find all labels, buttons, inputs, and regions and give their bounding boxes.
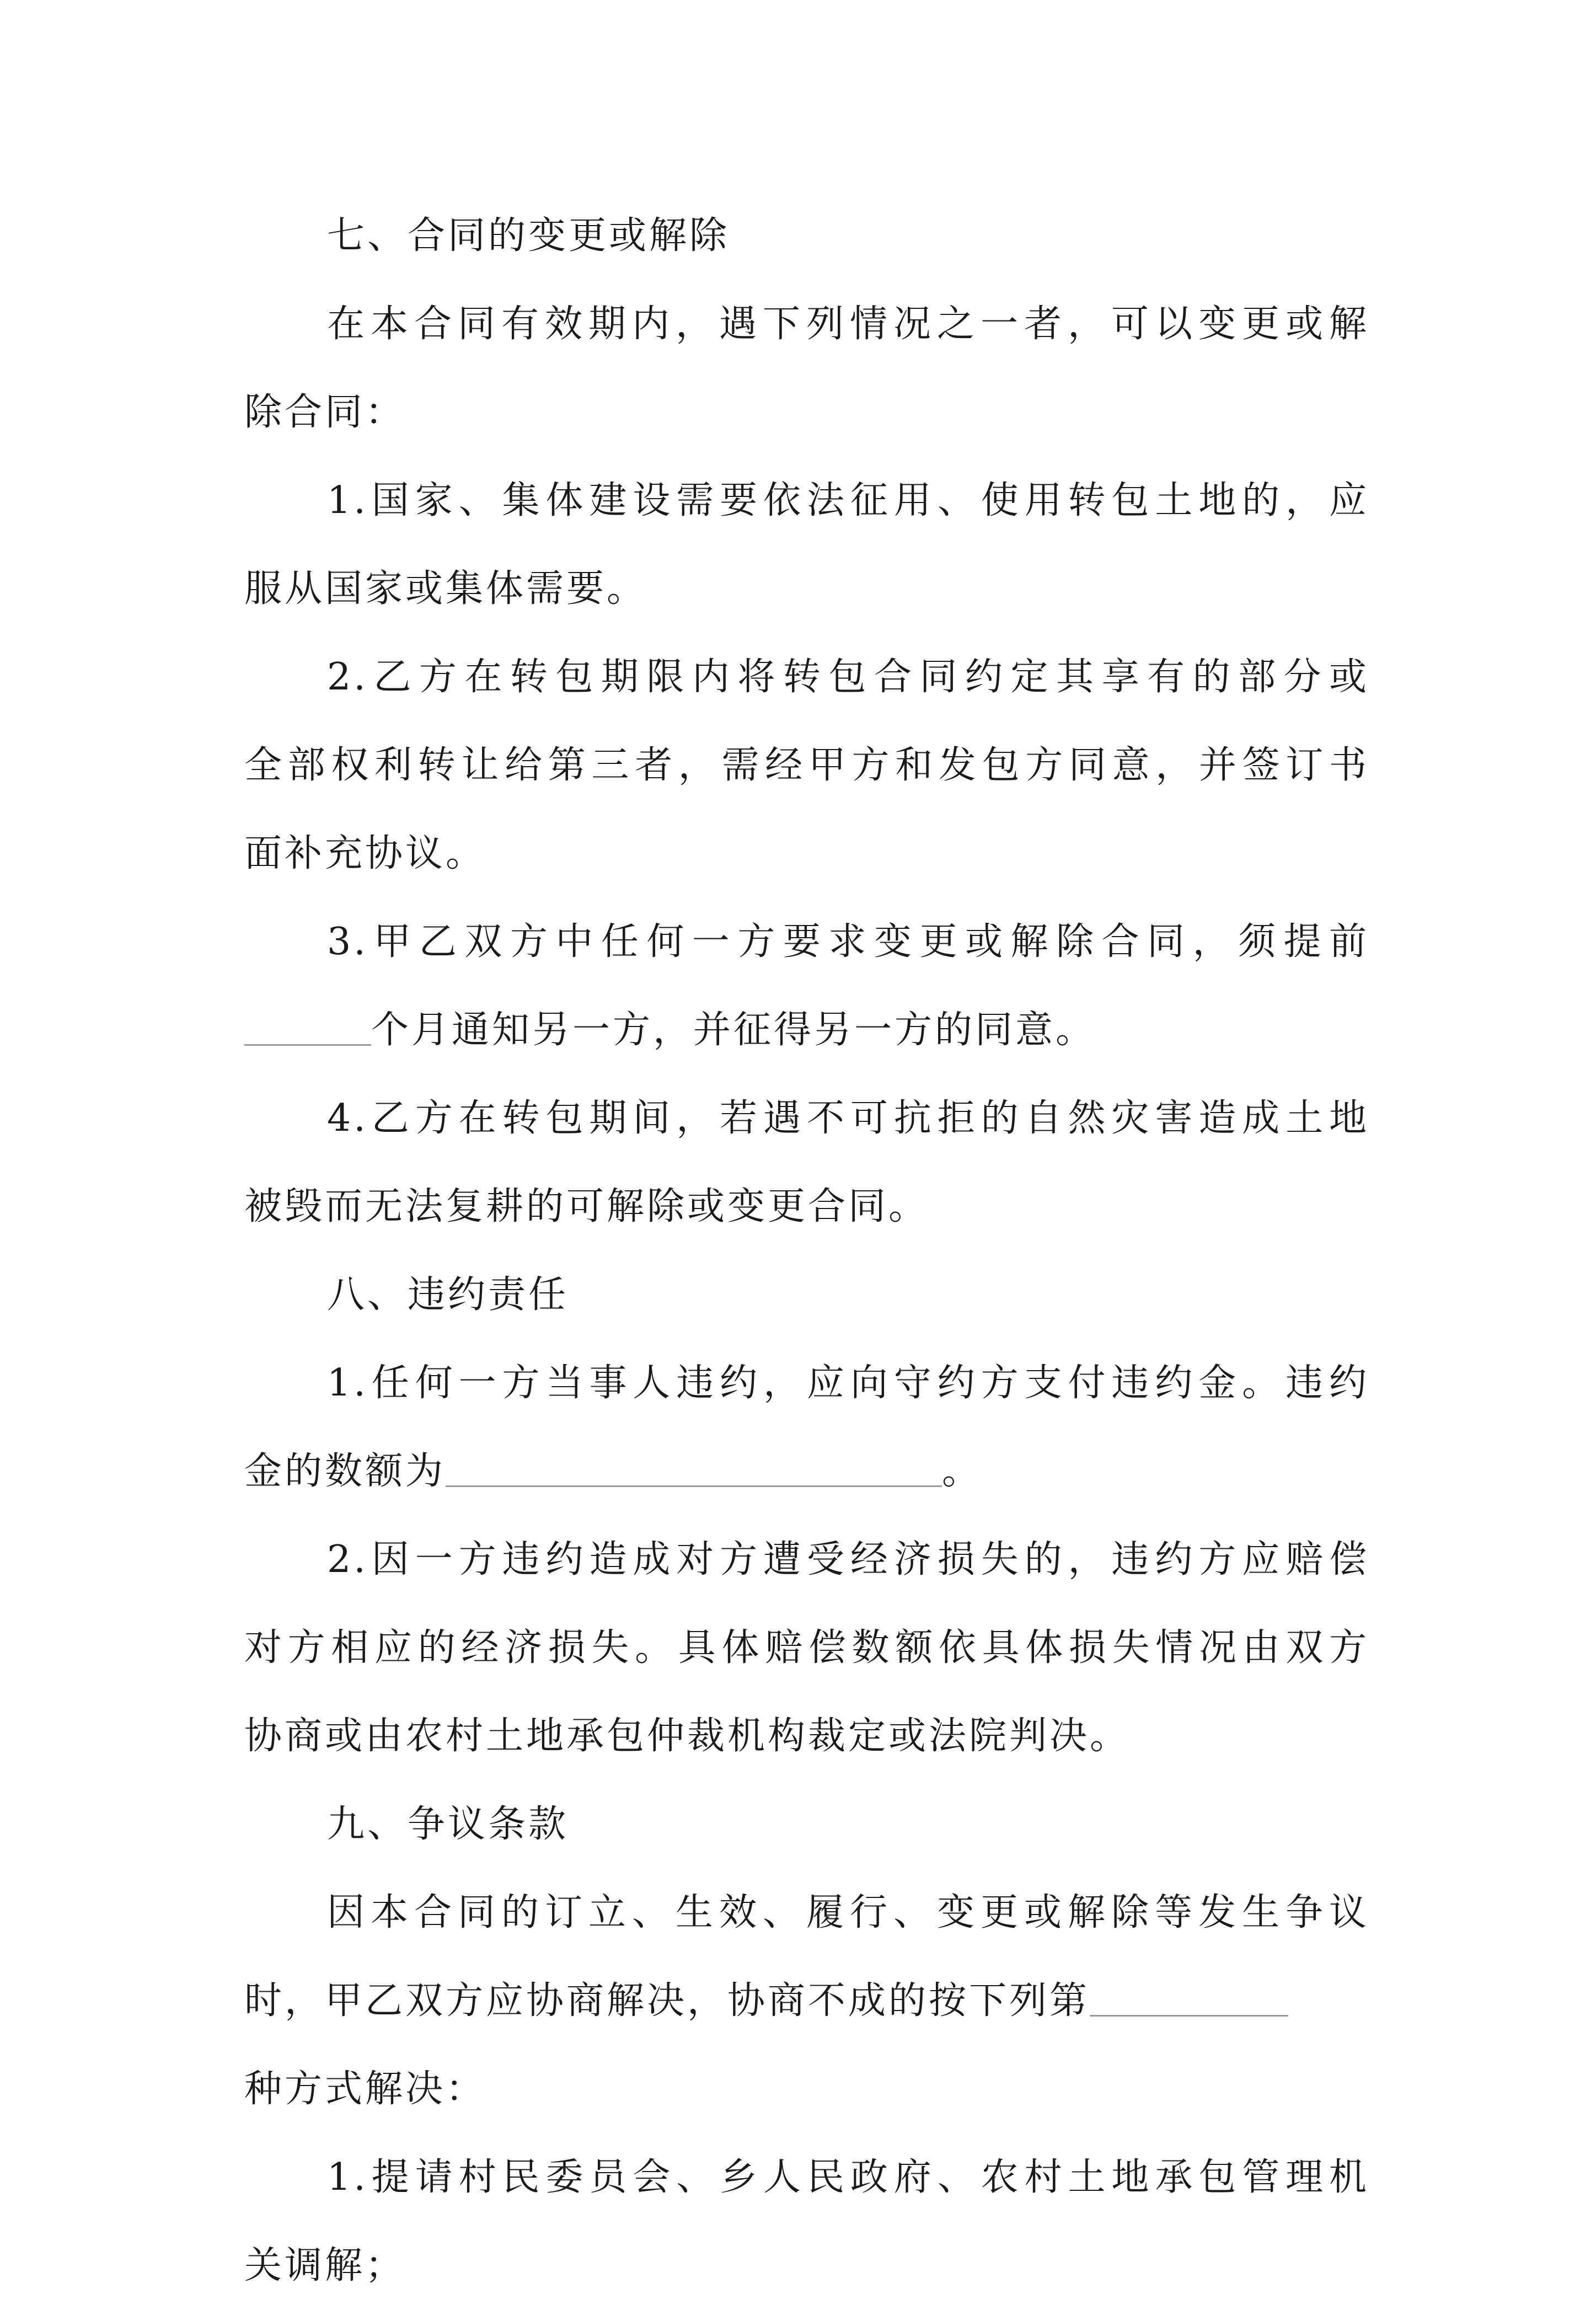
line-text-after-blank: 个月通知另一方，并征得另一方的同意。 (371, 1008, 1096, 1052)
text-line: 1.任何一方当事人违约，应向守约方支付违约金。违约 (327, 1361, 1369, 1405)
fill-in-blank (446, 1452, 942, 1487)
text-line: 3.甲乙双方中任何一方要求变更或解除合同，须提前 (327, 920, 1369, 964)
text-line: 种方式解决： (244, 2067, 486, 2111)
text-line: 关调解； (244, 2244, 406, 2287)
text-line (244, 1957, 1369, 2045)
text-line: 八、违约责任 (327, 1273, 569, 1317)
fill-in-blank (1090, 1982, 1288, 2017)
text-line: 因本合同的订立、生效、履行、变更或解除等发生争议 (327, 1891, 1369, 1934)
text-line: 在本合同有效期内，遇下列情况之一者，可以变更或解 (327, 302, 1369, 346)
line-text-after-blank: 。 (942, 1450, 983, 1493)
text-line: 协商或由农村土地承包仲裁机构裁定或法院判决。 (244, 1714, 1131, 1758)
text-line: 4.乙方在转包期间，若遇不可抗拒的自然灾害造成土地 (327, 1097, 1369, 1140)
document-body (244, 192, 1369, 2310)
text-line: 除合同： (244, 391, 406, 434)
text-line: 1.国家、集体建设需要依法征用、使用转包土地的，应 (327, 479, 1369, 522)
line-text-before-blank: 金的数额为 (244, 1450, 446, 1493)
text-line: 2.因一方违约造成对方遭受经济损失的，违约方应赔偿 (327, 1538, 1369, 1581)
text-line: 面补充协议。 (244, 832, 486, 875)
text-line (244, 986, 1369, 1074)
text-line: 对方相应的经济损失。具体赔偿数额依具体损失情况由双方 (244, 1626, 1369, 1670)
text-line: 七、合同的变更或解除 (327, 214, 730, 258)
text-line: 服从国家或集体需要。 (244, 567, 647, 611)
text-line: 1.提请村民委员会、乡人民政府、农村土地承包管理机 (327, 2156, 1369, 2199)
text-line: 九、争议条款 (327, 1803, 569, 1846)
text-line (244, 1427, 1369, 1516)
text-line: 2.乙方在转包期限内将转包合同约定其享有的部分或 (327, 655, 1369, 699)
fill-in-blank (244, 1011, 371, 1046)
text-line: 全部权利转让给第三者，需经甲方和发包方同意，并签订书 (244, 744, 1369, 787)
text-line: 被毁而无法复耕的可解除或变更合同。 (244, 1185, 929, 1228)
line-text-before-blank: 时，甲乙双方应协商解决，协商不成的按下列第 (244, 1979, 1090, 2023)
